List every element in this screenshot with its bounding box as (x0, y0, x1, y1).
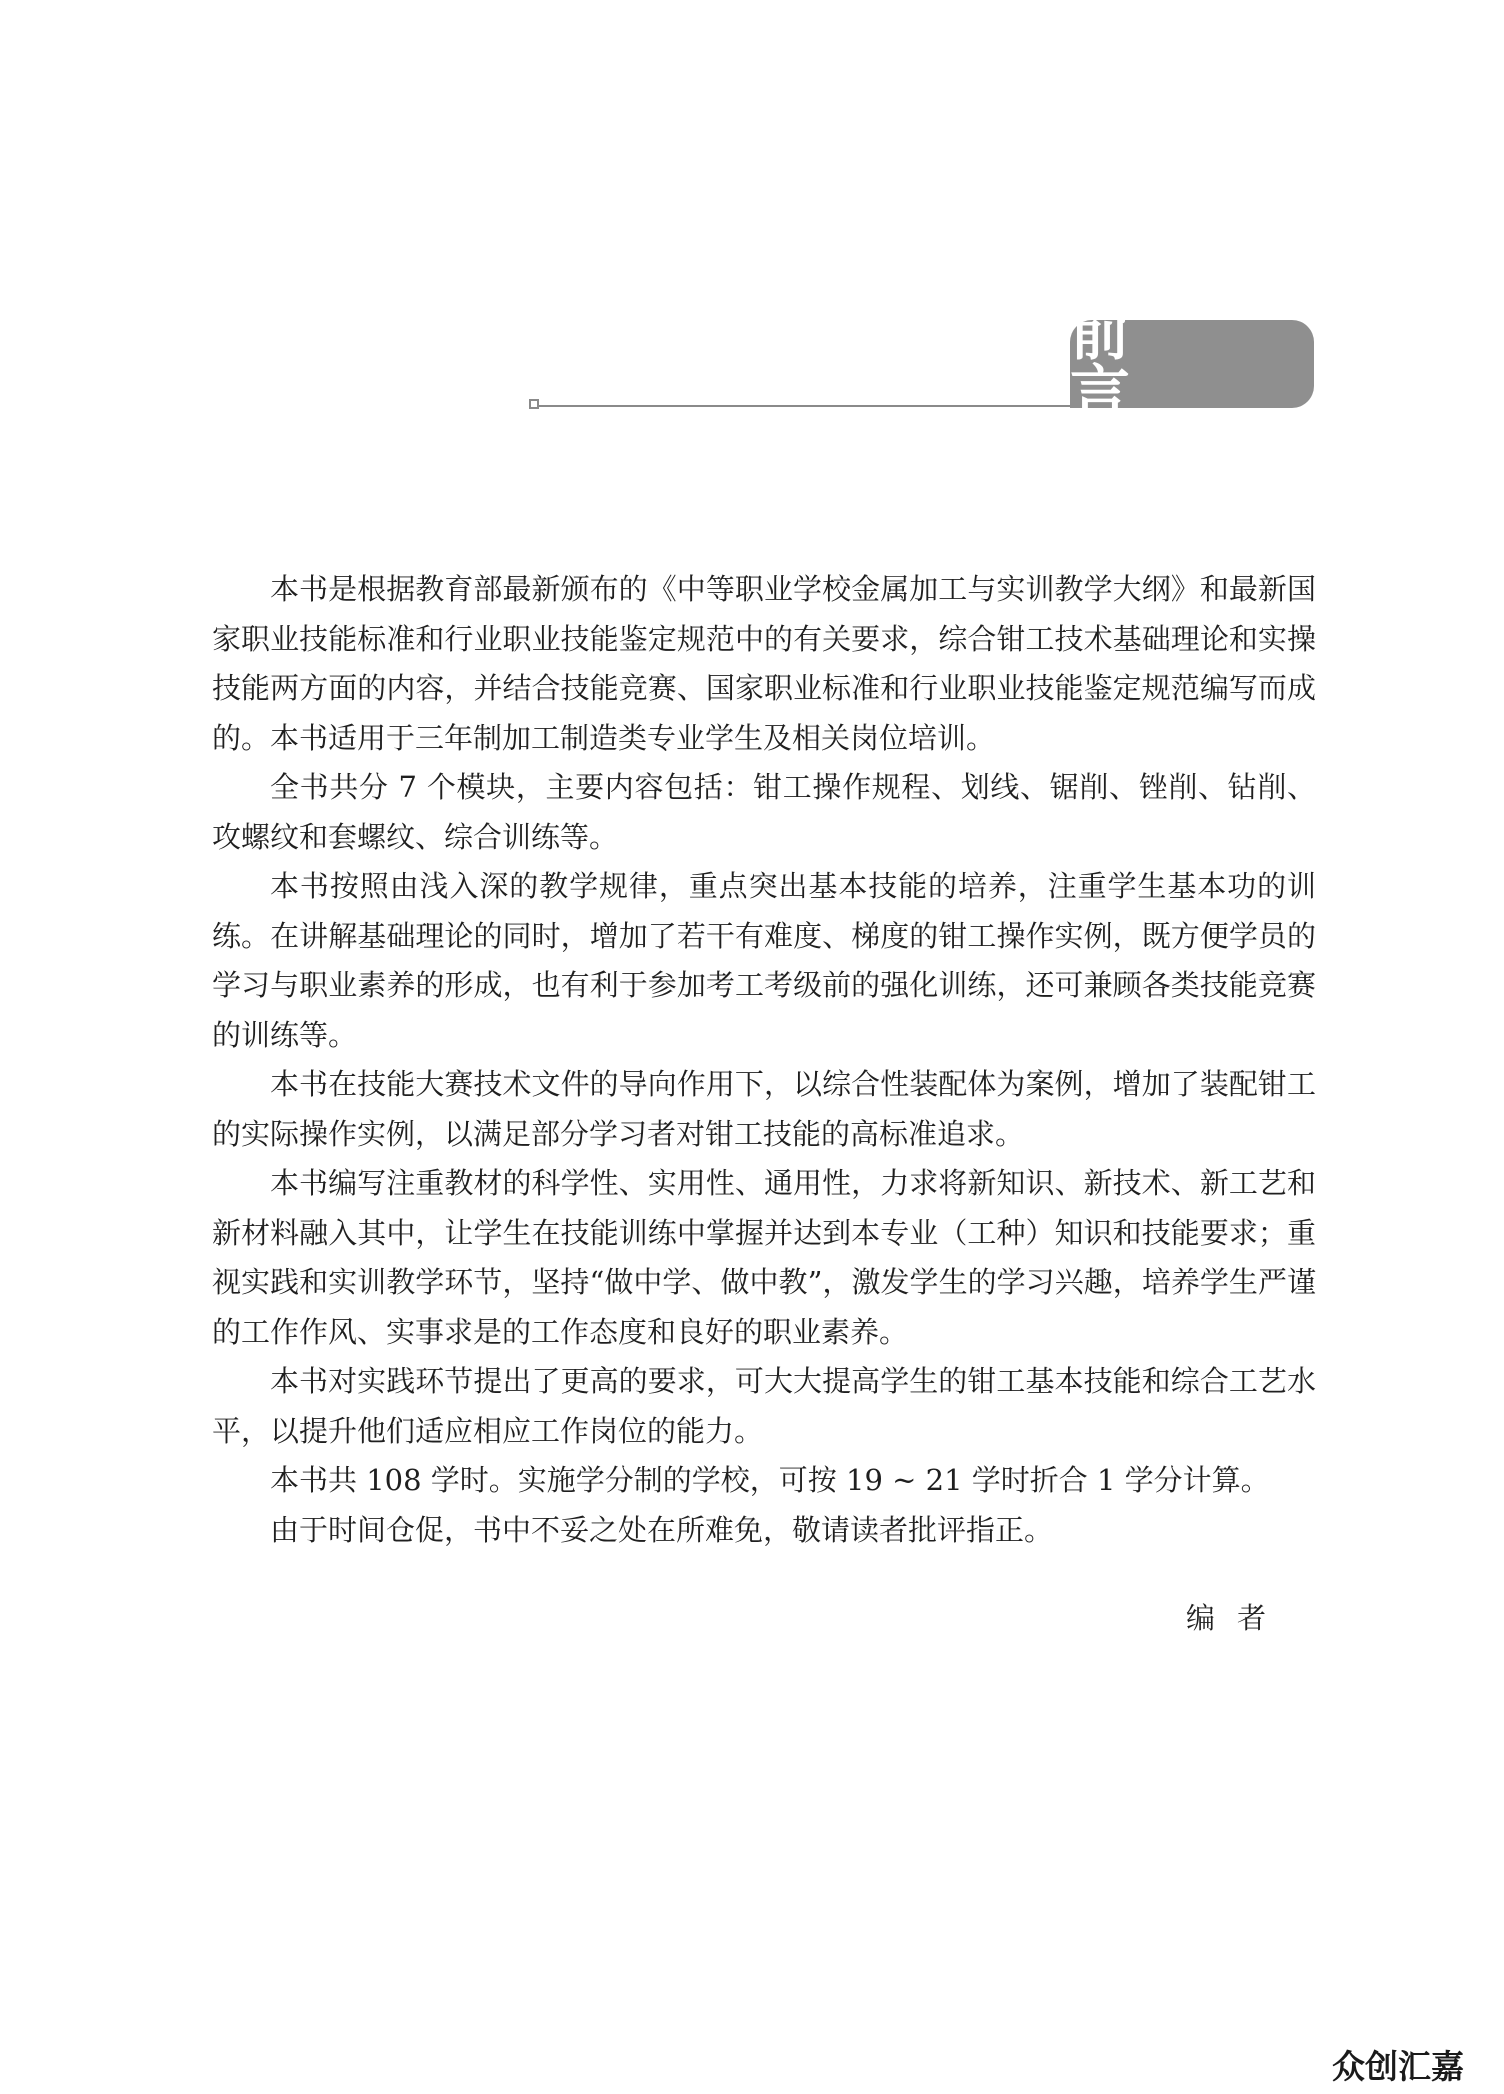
heading-badge (1070, 299, 1314, 429)
preface-paragraph: 全书共分 7 个模块，主要内容包括：钳工操作规程、划线、锯削、锉削、钻削、攻螺纹和套螺纹、综合训练等。 (212, 770, 1316, 854)
page-title: 前 言 (1070, 299, 1188, 429)
preface-paragraph: 本书是根据教育部最新颁布的《中等职业学校金属加工与实训教学大纲》和最新国家职业技能标准和行业职业技能鉴定规范中的有关要求，综合钳工技术基础理论和实操技能两方面的内容，并结合技能竞赛、国家职业标准和行业职业技能鉴定规范编写而成的。本书适用于三年制加工制造类专业学生及相关岗位培训。 (212, 572, 1316, 755)
preface-paragraph: 本书对实践环节提出了更高的要求，可大大提高学生的钳工基本技能和综合工艺水平，以提升他们适应相应工作岗位的能力。 (212, 1364, 1316, 1448)
preface-paragraph: 本书按照由浅入深的教学规律，重点突出基本技能的培养，注重学生基本功的训练。在讲解基础理论的同时，增加了若干有难度、梯度的钳工操作实例，既方便学员的学习与职业素养的形成，也有利于参加考工考级前的强化训练，还可兼顾各类技能竞赛的训练等。 (212, 869, 1316, 1052)
author-signature: 编者 (1186, 1601, 1289, 1635)
preface-paragraph: 本书在技能大赛技术文件的导向作用下，以综合性装配体为案例，增加了装配钳工的实际操作实例，以满足部分学习者对钳工技能的高标准追求。 (212, 1067, 1316, 1151)
preface-body (212, 565, 1316, 1555)
heading-rule-endcap (529, 399, 539, 409)
watermark-text: 众创汇嘉 (1332, 2047, 1464, 2086)
preface-paragraph: 由于时间仓促，书中不妥之处在所难免，敬请读者批评指正。 (270, 1512, 1054, 1547)
preface-paragraph: 本书编写注重教材的科学性、实用性、通用性，力求将新知识、新技术、新工艺和新材料融入其中，让学生在技能训练中掌握并达到本专业（工种）知识和技能要求；重视实践和实训教学环节，坚持“做中学、做中教”，激发学生的学习兴趣，培养学生严谨的工作作风、实事求是的工作态度和良好的职业素养。 (212, 1166, 1316, 1349)
heading-rule (537, 405, 1077, 407)
preface-paragraph: 本书共 108 学时。实施学分制的学校，可按 19 ~ 21 学时折合 1 学分计算。 (270, 1463, 1270, 1497)
